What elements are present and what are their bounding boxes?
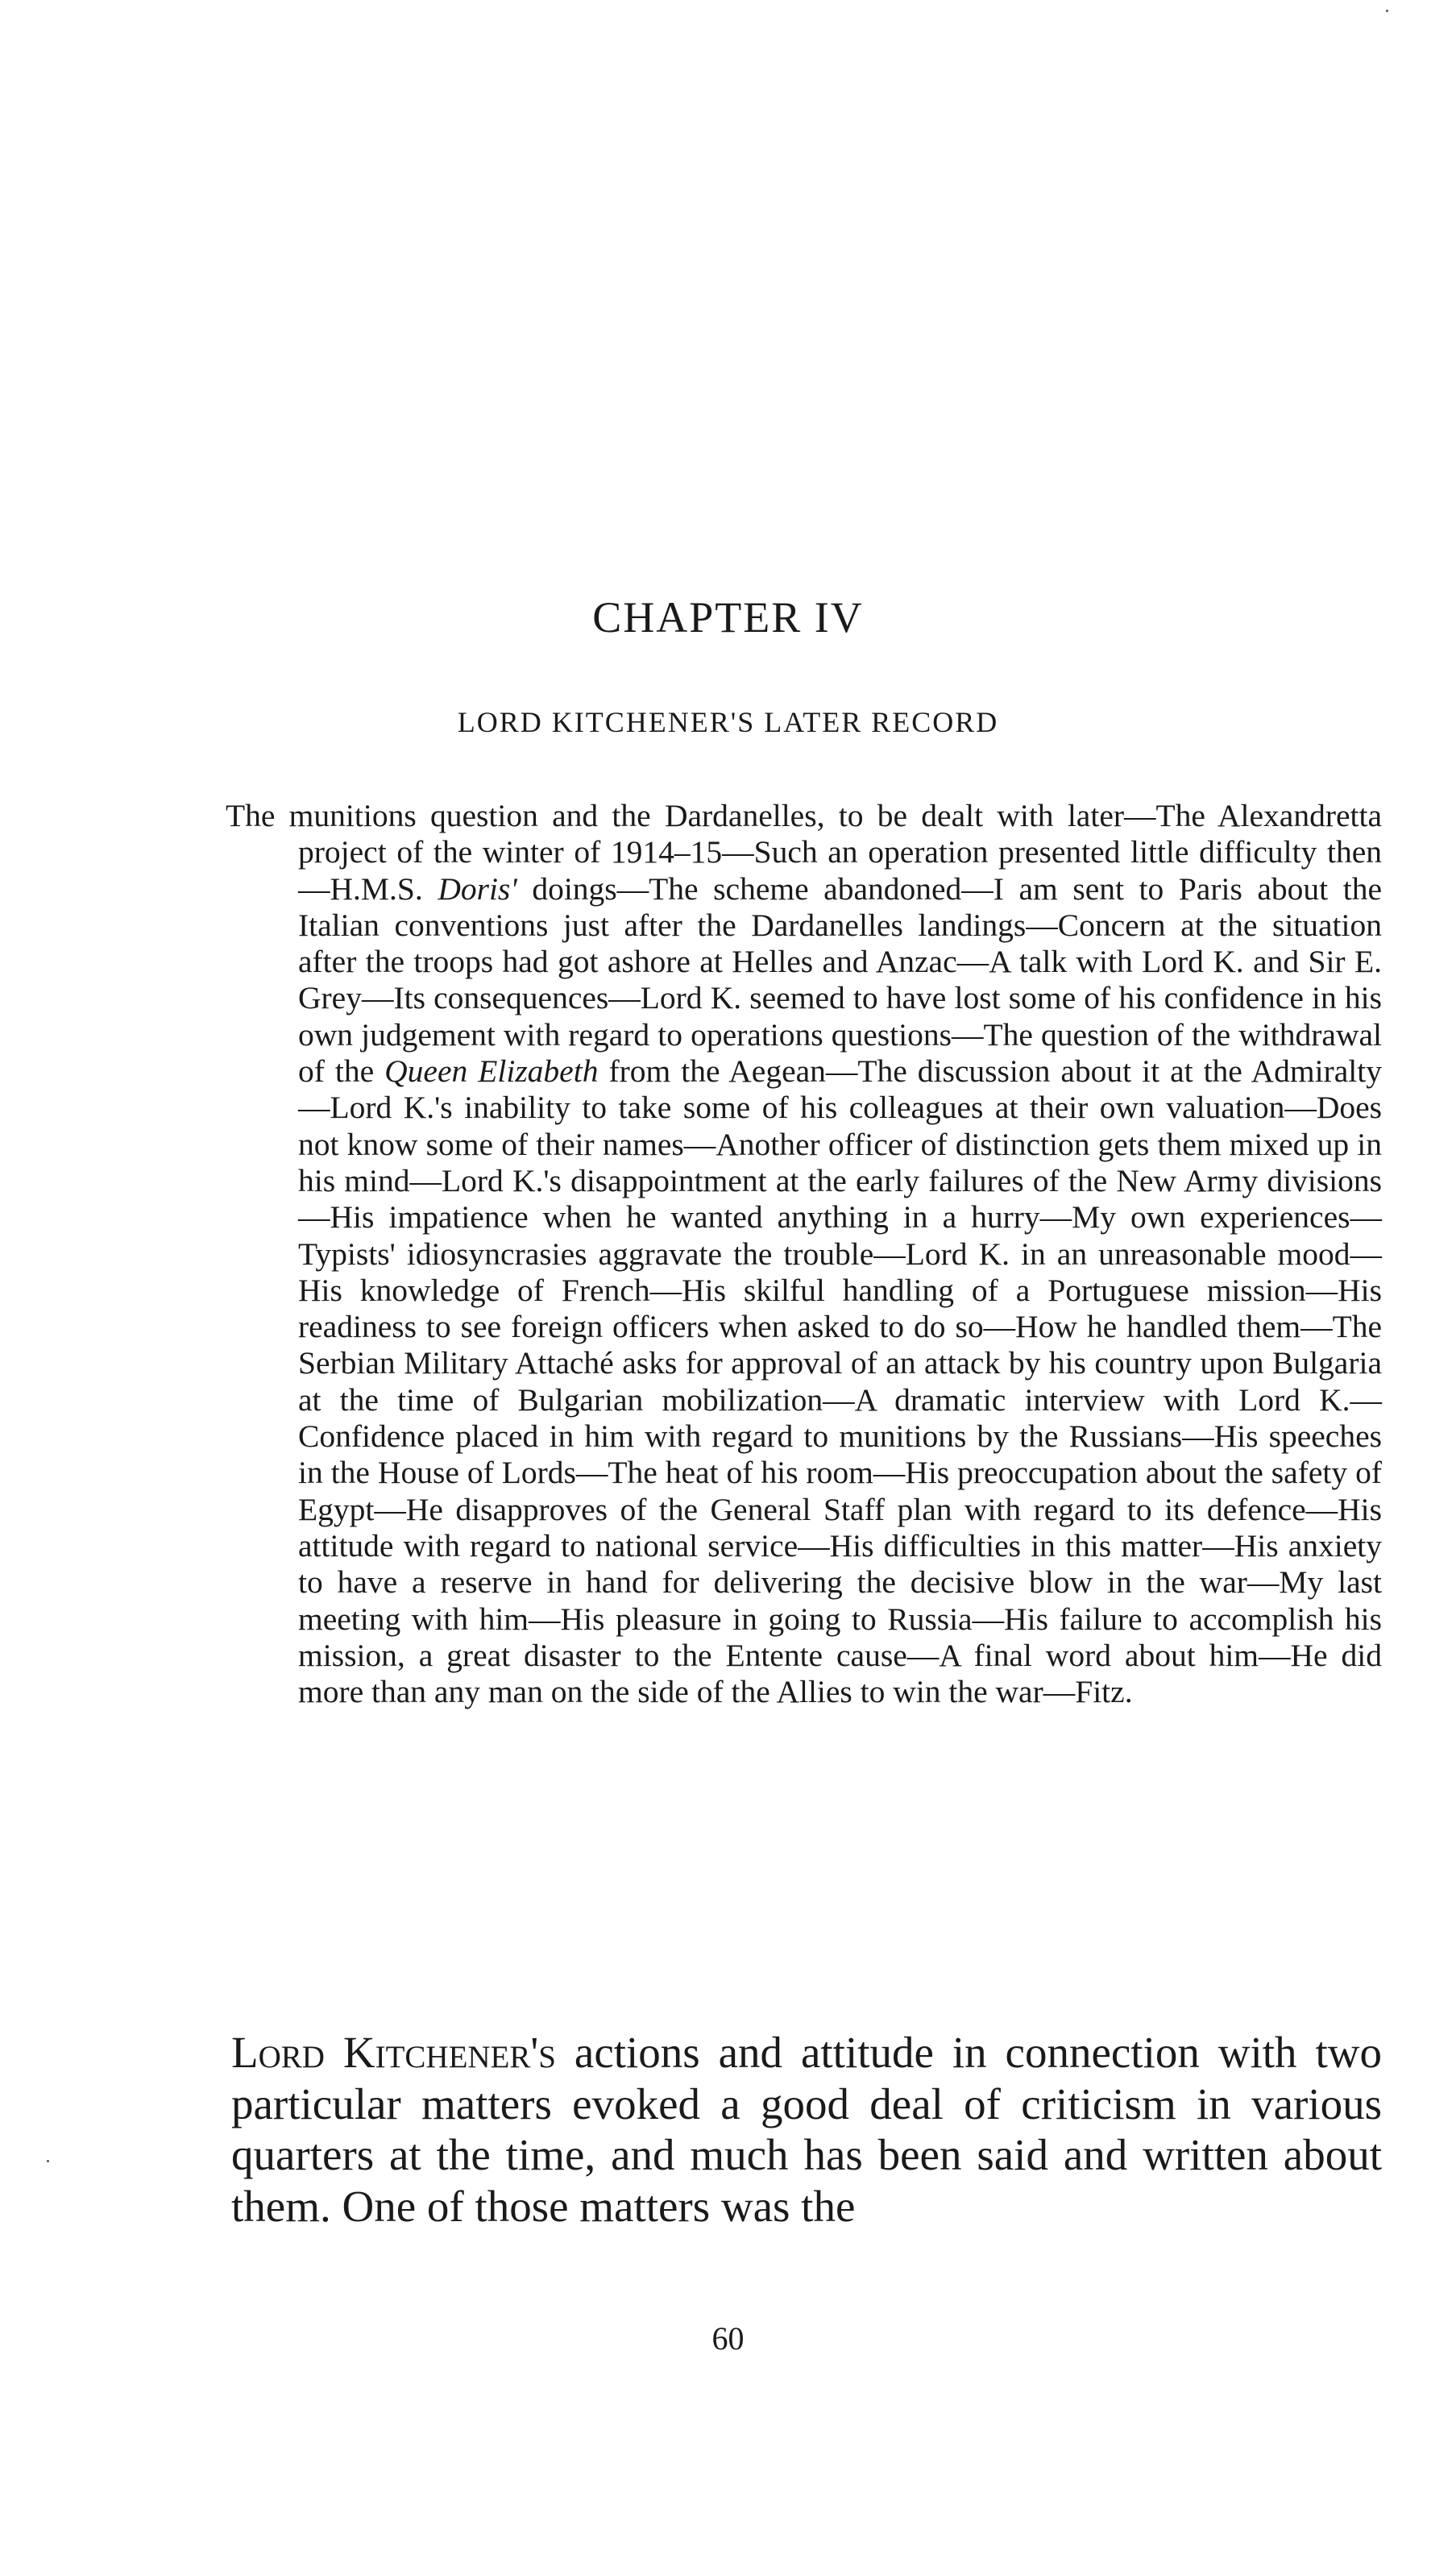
scan-speck-top (1386, 10, 1388, 12)
page-number: 60 (711, 2320, 745, 2357)
chapter-title: LORD KITCHENER'S LATER RECORD (457, 706, 999, 738)
synopsis-ship-queen-elizabeth: Queen Elizabeth (384, 1053, 599, 1090)
synopsis-ship-doris: Doris' (438, 870, 517, 907)
chapter-synopsis (226, 798, 1383, 1710)
scan-speck-margin (47, 2160, 49, 2162)
chapter-number: CHAPTER IV (592, 593, 864, 642)
synopsis-text-1: The munitions question and the Dardanelles, to be dealt with later—The Alexandretta project of the winter of 1914–15—Such an operation presented little difficulty then—H.M.S. (226, 798, 1382, 907)
body-lead-words: Lord Kitchener's (231, 2028, 556, 2077)
body-paragraph (231, 2027, 1382, 2232)
synopsis-text-2: doings—The scheme abandoned—I am sent to Paris about the Italian conventions just after the Dardanelles landings—Concern at the situation after the troops had got ashore at Helles and Anzac—A talk with Lord K. and Sir E. Grey—Its consequences—Lord K. seemed to have lost some of his confidence in his own judgement with regard to operations questions—The question of the withdrawal of the (298, 870, 1382, 1090)
synopsis-text-3: from the Aegean—The discussion about it at the Admiralty—Lord K.'s inability to take some of his colleagues at their own valuation—Does not know some of their names—Another officer of distinction gets them mixed up in his mind—Lord K.'s disappointment at the early failures of the New Army divisions—His impatience when he wanted anything in a hurry—My own experiences—Typists' idiosyncrasies aggravate the trouble—Lord K. in an unreasonable mood—His knowledge of French—His skilful handling of a Portuguese mission—His readiness to see foreign officers when asked to do so—How he handled them—The Serbian Military Attaché asks for approval of an attack by his country upon Bulgaria at the time of Bulgarian mobilization—A dramatic interview with Lord K.—Confidence placed in him with regard to munitions by the Russians—His speeches in the House of Lords—The heat of his room—His preoccupation about the safety of Egypt—He disapproves of the General Staff plan with regard to its defence—His attitude with regard to national service—His difficulties in this matter—His anxiety to have a reserve in hand for delivering the decisive blow in the war—My last meeting with him—His pleasure in going to Russia—His failure to accomplish his mission, a great disaster to the Entente cause—A final word about him—He did more than any man on the side of the Allies to win the war—Fitz. (298, 1053, 1383, 1710)
body-paragraph-text: actions and attitude in connection with two particular matters evoked a good deal of criticism in various quarters at the time, and much has been said and written about them. One of those matters was the (231, 2028, 1382, 2231)
